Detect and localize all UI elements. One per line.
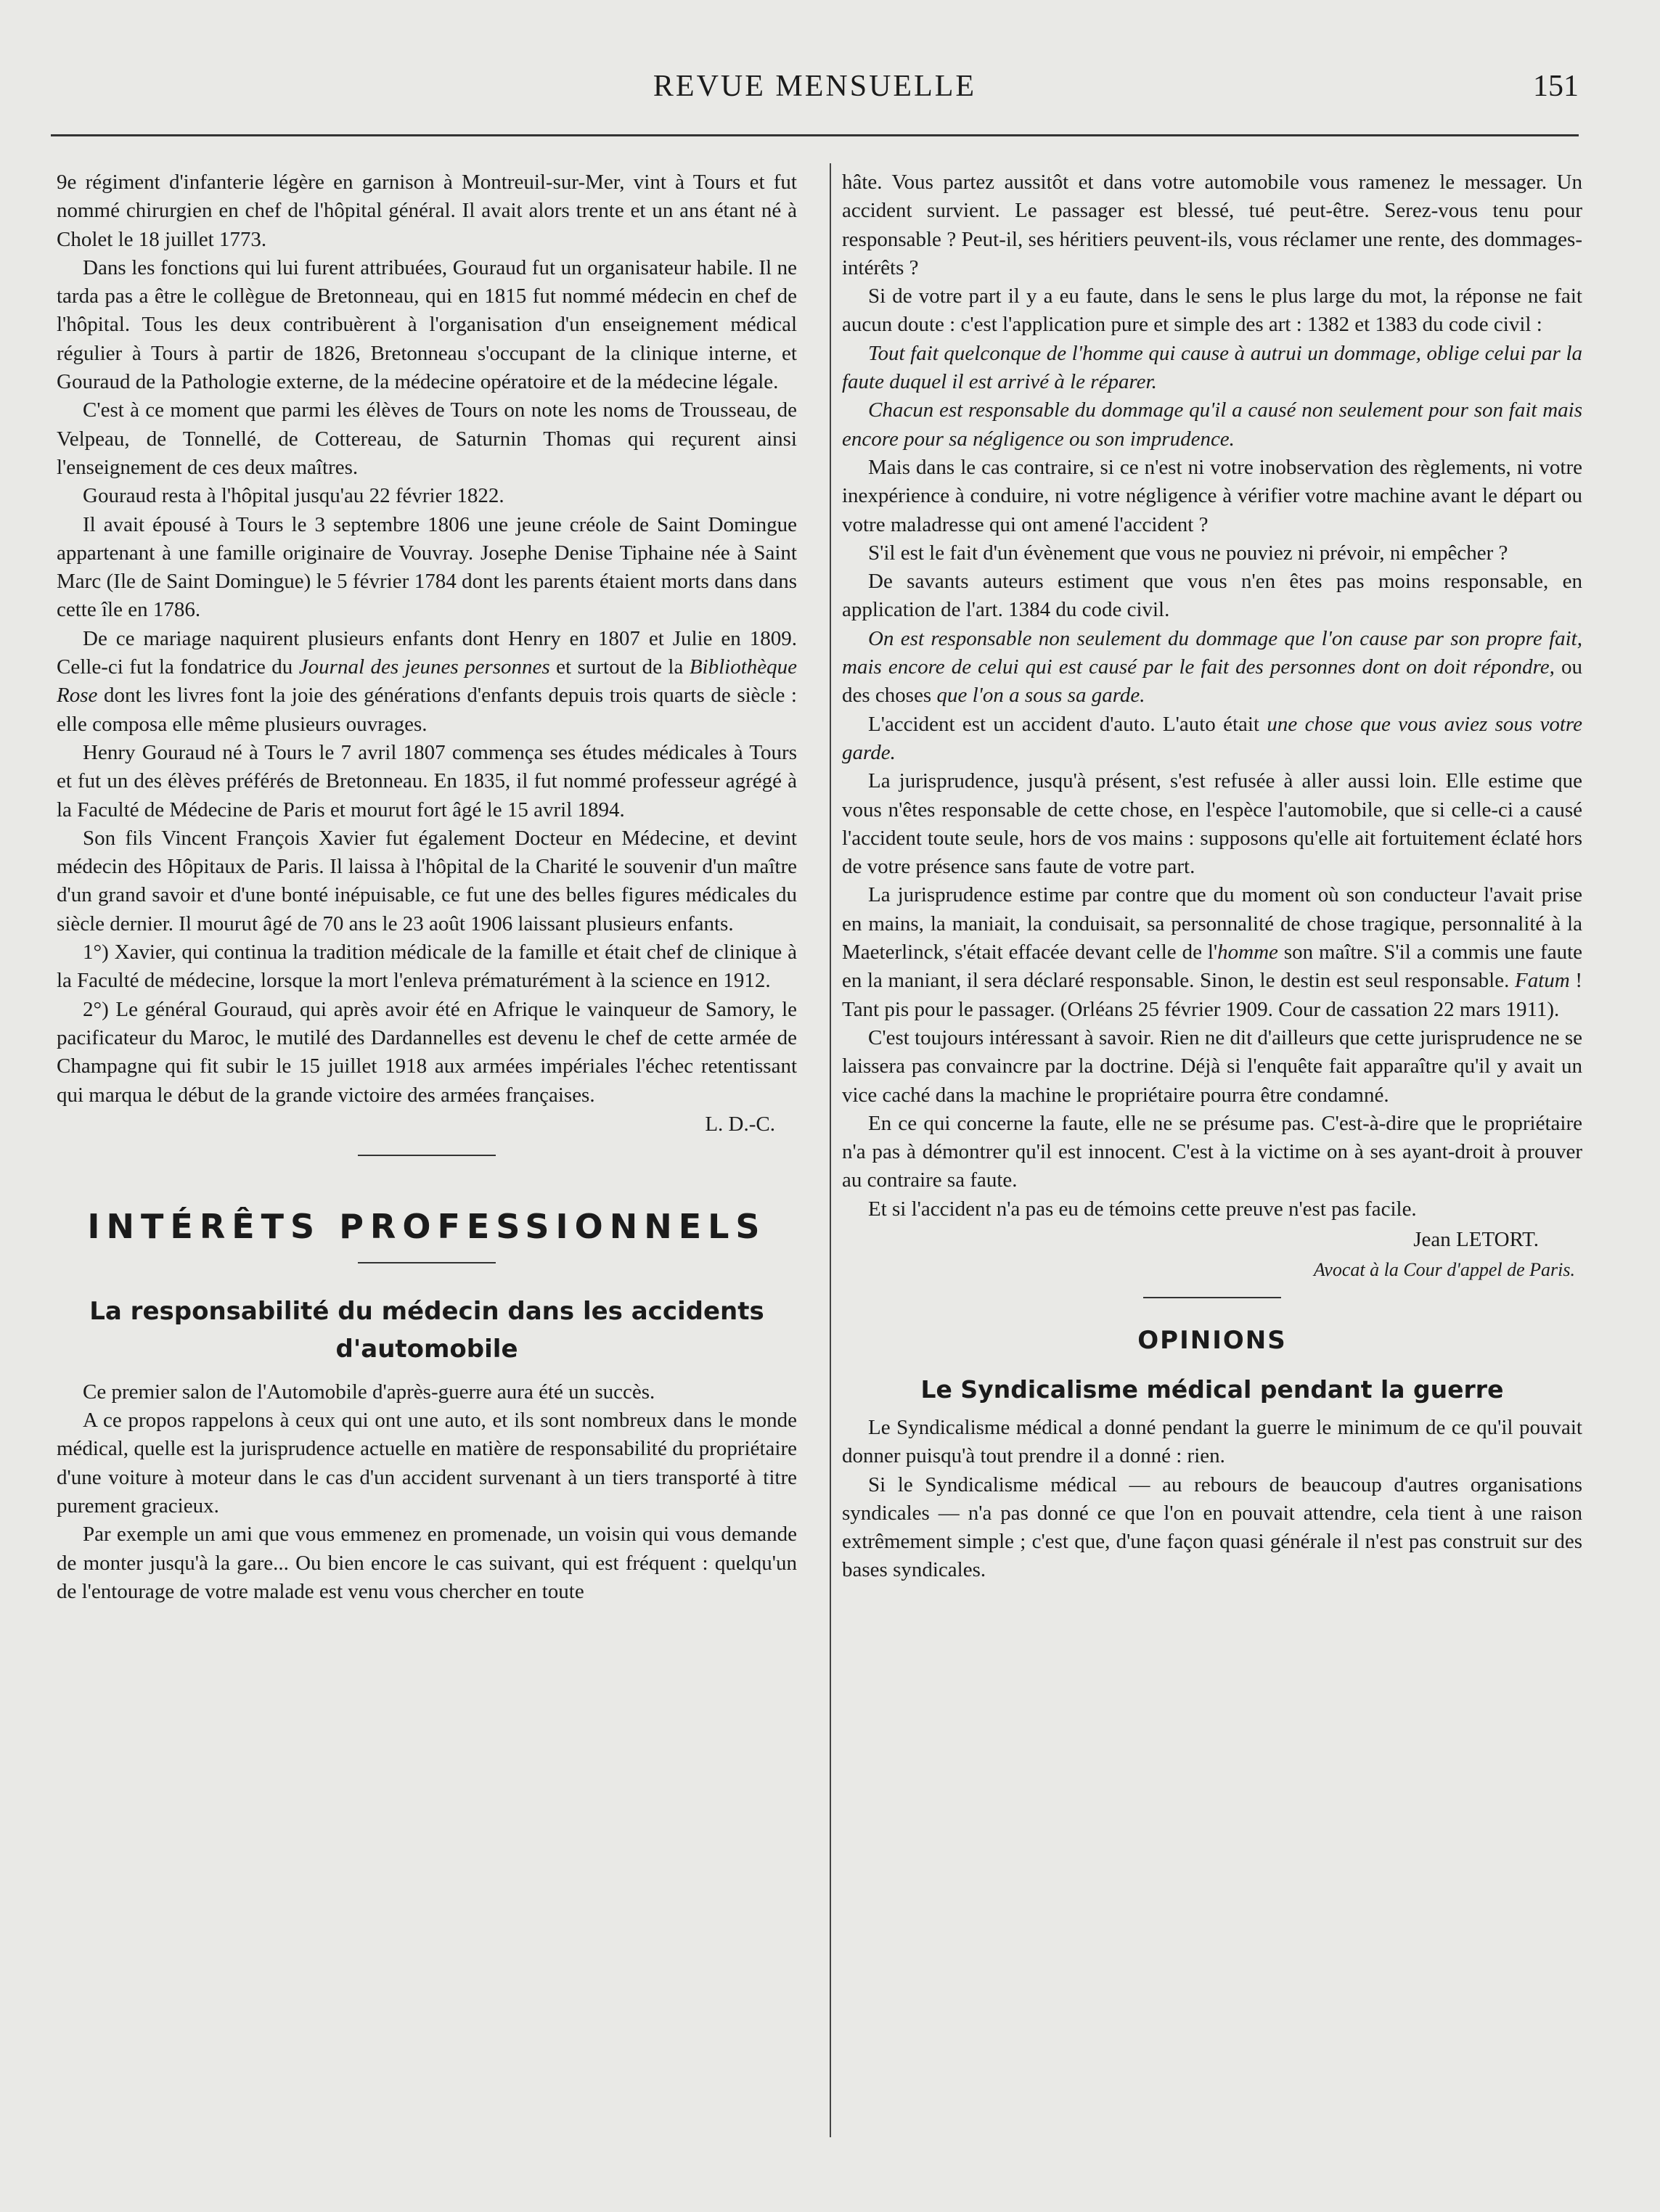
quote — [842, 625, 1582, 710]
paragraph: Mais dans le cas contraire, si ce n'est ni votre inobservation des règlements, ni votre inexpérience à conduire, ni votre négligence à vérifier votre machine avant le départ ou votre maladresse qui ont amené l'accident ? — [842, 455, 1582, 536]
paragraph: La jurisprudence, jusqu'à présent, s'est refusée à aller aussi loin. Elle estime que vous n'êtes responsable de cette chose, en l'espèce l'automobile, que si celle-ci a causé l'accident toute seule, hors de vos mains : supposons qu'elle ait fortuitement éclaté hors de votre présence sans faute de votre part. — [842, 769, 1582, 879]
section-rule — [358, 1262, 496, 1263]
paragraph: A ce propos rappelons à ceux qui ont une auto, et ils sont nombreux dans le monde médical, quelle est la jurisprudence actuelle en matière de responsabilité du propriétaire d'une voiture à moteur dans le cas d'un accident survenant à un tiers transporté à titre purement gracieux. — [57, 1409, 797, 1517]
text-run: Fatum — [1514, 969, 1570, 993]
text-run: homme — [1217, 941, 1278, 964]
paragraph: 9e régiment d'infanterie légère en garnison à Montreuil-sur-Mer, vint à Tours et fut nommé chirurgien en chef de l'hôpital général. Il avait alors trente et un ans étant né à Cholet le 18 juillet 1773. — [57, 171, 797, 251]
paragraph: Son fils Vincent François Xavier fut également Docteur en Médecine, et devint médecin des Hôpitaux de Paris. Il laissa à l'hôpital de la Charité le souvenir d'un maître d'un grand savoir et d'une bonté inépuisable, ce fut une des belles figures médicales du siècle dernier. Il mourut âgé de 70 ans le 23 août 1906 laissant plusieurs enfants. — [57, 826, 797, 935]
text-run: De ce mariage naquirent plusieurs enfants dont Henry en 1807 et Julie en 1809. Celle-ci fut la fondatrice du — [57, 626, 797, 679]
column-divider — [830, 163, 831, 2137]
text-run: La jurisprudence estime par contre que du moment où son conducteur l'avait prise en mains, la maniait, la conduisait, sa personnalité de chose tragique, personnalité à la Maeterlinck, s'était effacée devant celle de l' — [842, 883, 1582, 964]
text-run: que l'on a sous sa garde. — [936, 684, 1145, 708]
paragraph: Si le Syndicalisme médical — au rebours de beaucoup d'autres organisations syndicales — n'a pas donné ce que l'on en pouvait attendre, cela tient à une raison extrêmement simple ; c'est que, d'une façon quasi générale il n'est pas construit sur des bases syndicales. — [842, 1472, 1582, 1582]
header-rule — [51, 134, 1579, 136]
paragraph: En ce qui concerne la faute, elle ne se présume pas. C'est-à-dire que le propriétaire n'a pas à démontrer qu'il est innocent. C'est à la victime on à ses ayant-droit à prouver au contraire sa faute. — [842, 1111, 1582, 1192]
paragraph: C'est toujours intéressant à savoir. Rien ne dit d'ailleurs que cette jurisprudence ne se laissera pas convaincre par la doctrine. Déjà si l'enquête fait apparaître qu'il y avait un vice caché dans la machine le propriétaire pourra être condamné. — [842, 1025, 1582, 1107]
paragraph: 2°) Le général Gouraud, qui après avoir été en Afrique le vainqueur de Samory, le pacificateur du Maroc, le mutilé des Dardannelles est devenu le chef de cette armée de Champagne qui fit subir le 15 juillet 1918 aux armées impériales l'échec retentissant qui marqua le début de la grande victoire des armées françaises. — [57, 997, 797, 1107]
paragraph: Dans les fonctions qui lui furent attribuées, Gouraud fut un organisateur habile. Il ne tarda pas a être le collègue de Bretonneau, qui en 1815 fut nommé médecin en chef de l'hôpital. Tous les deux contribuèrent à l'organisation d'un enseignement médical régulier à Tours à partir de 1826, Bretonneau s'occupant de la clinique interne, et Gouraud de la Pathologie externe, de la médecine opératoire et de la médecine légale. — [57, 255, 797, 394]
section-rule — [358, 1155, 496, 1156]
text-run: son maître. S'il a commis une faute en la maniant, il sera déclaré responsable. Sinon, le destin est seul responsable. — [842, 941, 1582, 993]
paragraph: 1°) Xavier, qui continua la tradition médicale de la famille et était chef de clinique à la Faculté de médecine, lorsque la mort l'enleva prématurément à la science en 1912. — [57, 941, 797, 993]
paragraph: Par exemple un ami que vous emmenez en promenade, un voisin qui vous demande de monter jusqu'à la gare... Ou bien encore le cas suivant, qui est fréquent : quelqu'un de l'entourage de votre malade est venu vous chercher en toute — [57, 1523, 797, 1603]
journal-title: Journal des jeunes personnes — [298, 655, 550, 679]
page-number: 151 — [1533, 70, 1579, 103]
paragraph — [842, 710, 1582, 768]
paragraph — [842, 881, 1582, 1023]
text-run: et surtout de la — [549, 655, 690, 679]
section-heading: INTÉRÊTS PROFESSIONNELS — [87, 1206, 766, 1246]
signature: L. D.-C. — [705, 1112, 775, 1136]
paragraph: Le Syndicalisme médical a donné pendant la guerre le minimum de ce qu'il pouvait donner puisqu'à tout prendre il a donné : rien. — [842, 1415, 1582, 1468]
text-run: ou des choses — [842, 655, 1583, 708]
running-header — [51, 69, 1579, 112]
left-column — [57, 168, 797, 1606]
bibliotheque-title: Bibliothèque Rose — [57, 655, 797, 708]
paragraph: hâte. Vous partez aussitôt et dans votre automobile vous ramenez le messager. Un accident survient. Le passager est blessé, tué peut-être. Serez-vous tenu pour responsable ? Peut-il, ses héritiers peuvent-ils, vous réclamer une rente, des dommages-intérêts ? — [842, 171, 1582, 279]
right-column — [842, 168, 1582, 1585]
text-run: L'accident est un accident d'auto. L'auto était — [868, 712, 1267, 736]
paragraph: S'il est le fait d'un évènement que vous ne pouviez ni prévoir, ni empêcher ? — [868, 541, 1508, 565]
paragraph: C'est à ce moment que parmi les élèves de Tours on note les noms de Trousseau, de Velpeau, de Tonnellé, de Cottereau, de Saturnin Thomas qui reçurent ainsi l'enseignement de ces deux maîtres. — [57, 398, 797, 479]
quote: Tout fait quelconque de l'homme qui cause à autrui un dommage, oblige celui par la faute duquel il est arrivé à le réparer. — [842, 341, 1582, 394]
paragraph: Ce premier salon de l'Automobile d'après-guerre aura été un succès. — [83, 1380, 655, 1404]
article-title: La responsabilité du médecin dans les accidents d'automobile — [89, 1296, 764, 1364]
text-run: dont les livres font la joie des générations d'enfants depuis trois quarts de siècle : elle composa elle même plusieurs ouvrages. — [57, 684, 797, 736]
paragraph: Gouraud resta à l'hôpital jusqu'au 22 février 1822. — [83, 484, 504, 508]
author: Jean LETORT. — [1413, 1227, 1539, 1251]
section-rule — [1143, 1297, 1281, 1298]
paragraph: Henry Gouraud né à Tours le 7 avril 1807 commença ses études médicales à Tours et fut un des élèves préférés de Bretonneau. En 1835, il fut nommé professeur agrégé à la Faculté de Médecine de Paris et mourut fort âgé le 15 avril 1894. — [57, 740, 797, 822]
text-run: On est responsable non seulement du dommage que l'on cause par son propre fait, mais encore de celui qui est causé par le fait des personnes dont on doit répondre, — [842, 626, 1582, 679]
quote: Chacun est responsable du dommage qu'il a causé non seulement pour son fait mais encore pour sa négligence ou son imprudence. — [842, 398, 1582, 451]
paragraph-journal — [57, 625, 797, 739]
author-affiliation: Avocat à la Cour d'appel de Paris. — [1313, 1258, 1575, 1280]
article-title: Le Syndicalisme médical pendant la guerre — [920, 1375, 1504, 1404]
running-title: REVUE MENSUELLE — [653, 70, 977, 103]
text-run: ! Tant pis pour le passager. (Orléans 25 février 1909. Cour de cassation 22 mars 1911). — [842, 969, 1582, 1021]
text-run: une chose que vous aviez sous votre garde. — [842, 712, 1582, 764]
paragraph: De savants auteurs estiment que vous n'en êtes pas moins responsable, en application de l'art. 1384 du code civil. — [842, 570, 1582, 622]
paragraph: Et si l'accident n'a pas eu de témoins cette preuve n'est pas facile. — [868, 1197, 1417, 1221]
paragraph: Il avait épousé à Tours le 3 septembre 1806 une jeune créole de Saint Domingue appartenant à une famille originaire de Vouvray. Josephe Denise Tiphaine née à Saint Marc (Ile de Saint Domingue) le 5 février 1784 dont les parents étaient morts dans dans cette île en 1786. — [57, 512, 797, 622]
paragraph: Si de votre part il y a eu faute, dans le sens le plus large du mot, la réponse ne fait aucun doute : c'est l'application pure et simple des art : 1382 et 1383 du code civil : — [842, 284, 1582, 337]
section-heading: OPINIONS — [1137, 1325, 1287, 1355]
